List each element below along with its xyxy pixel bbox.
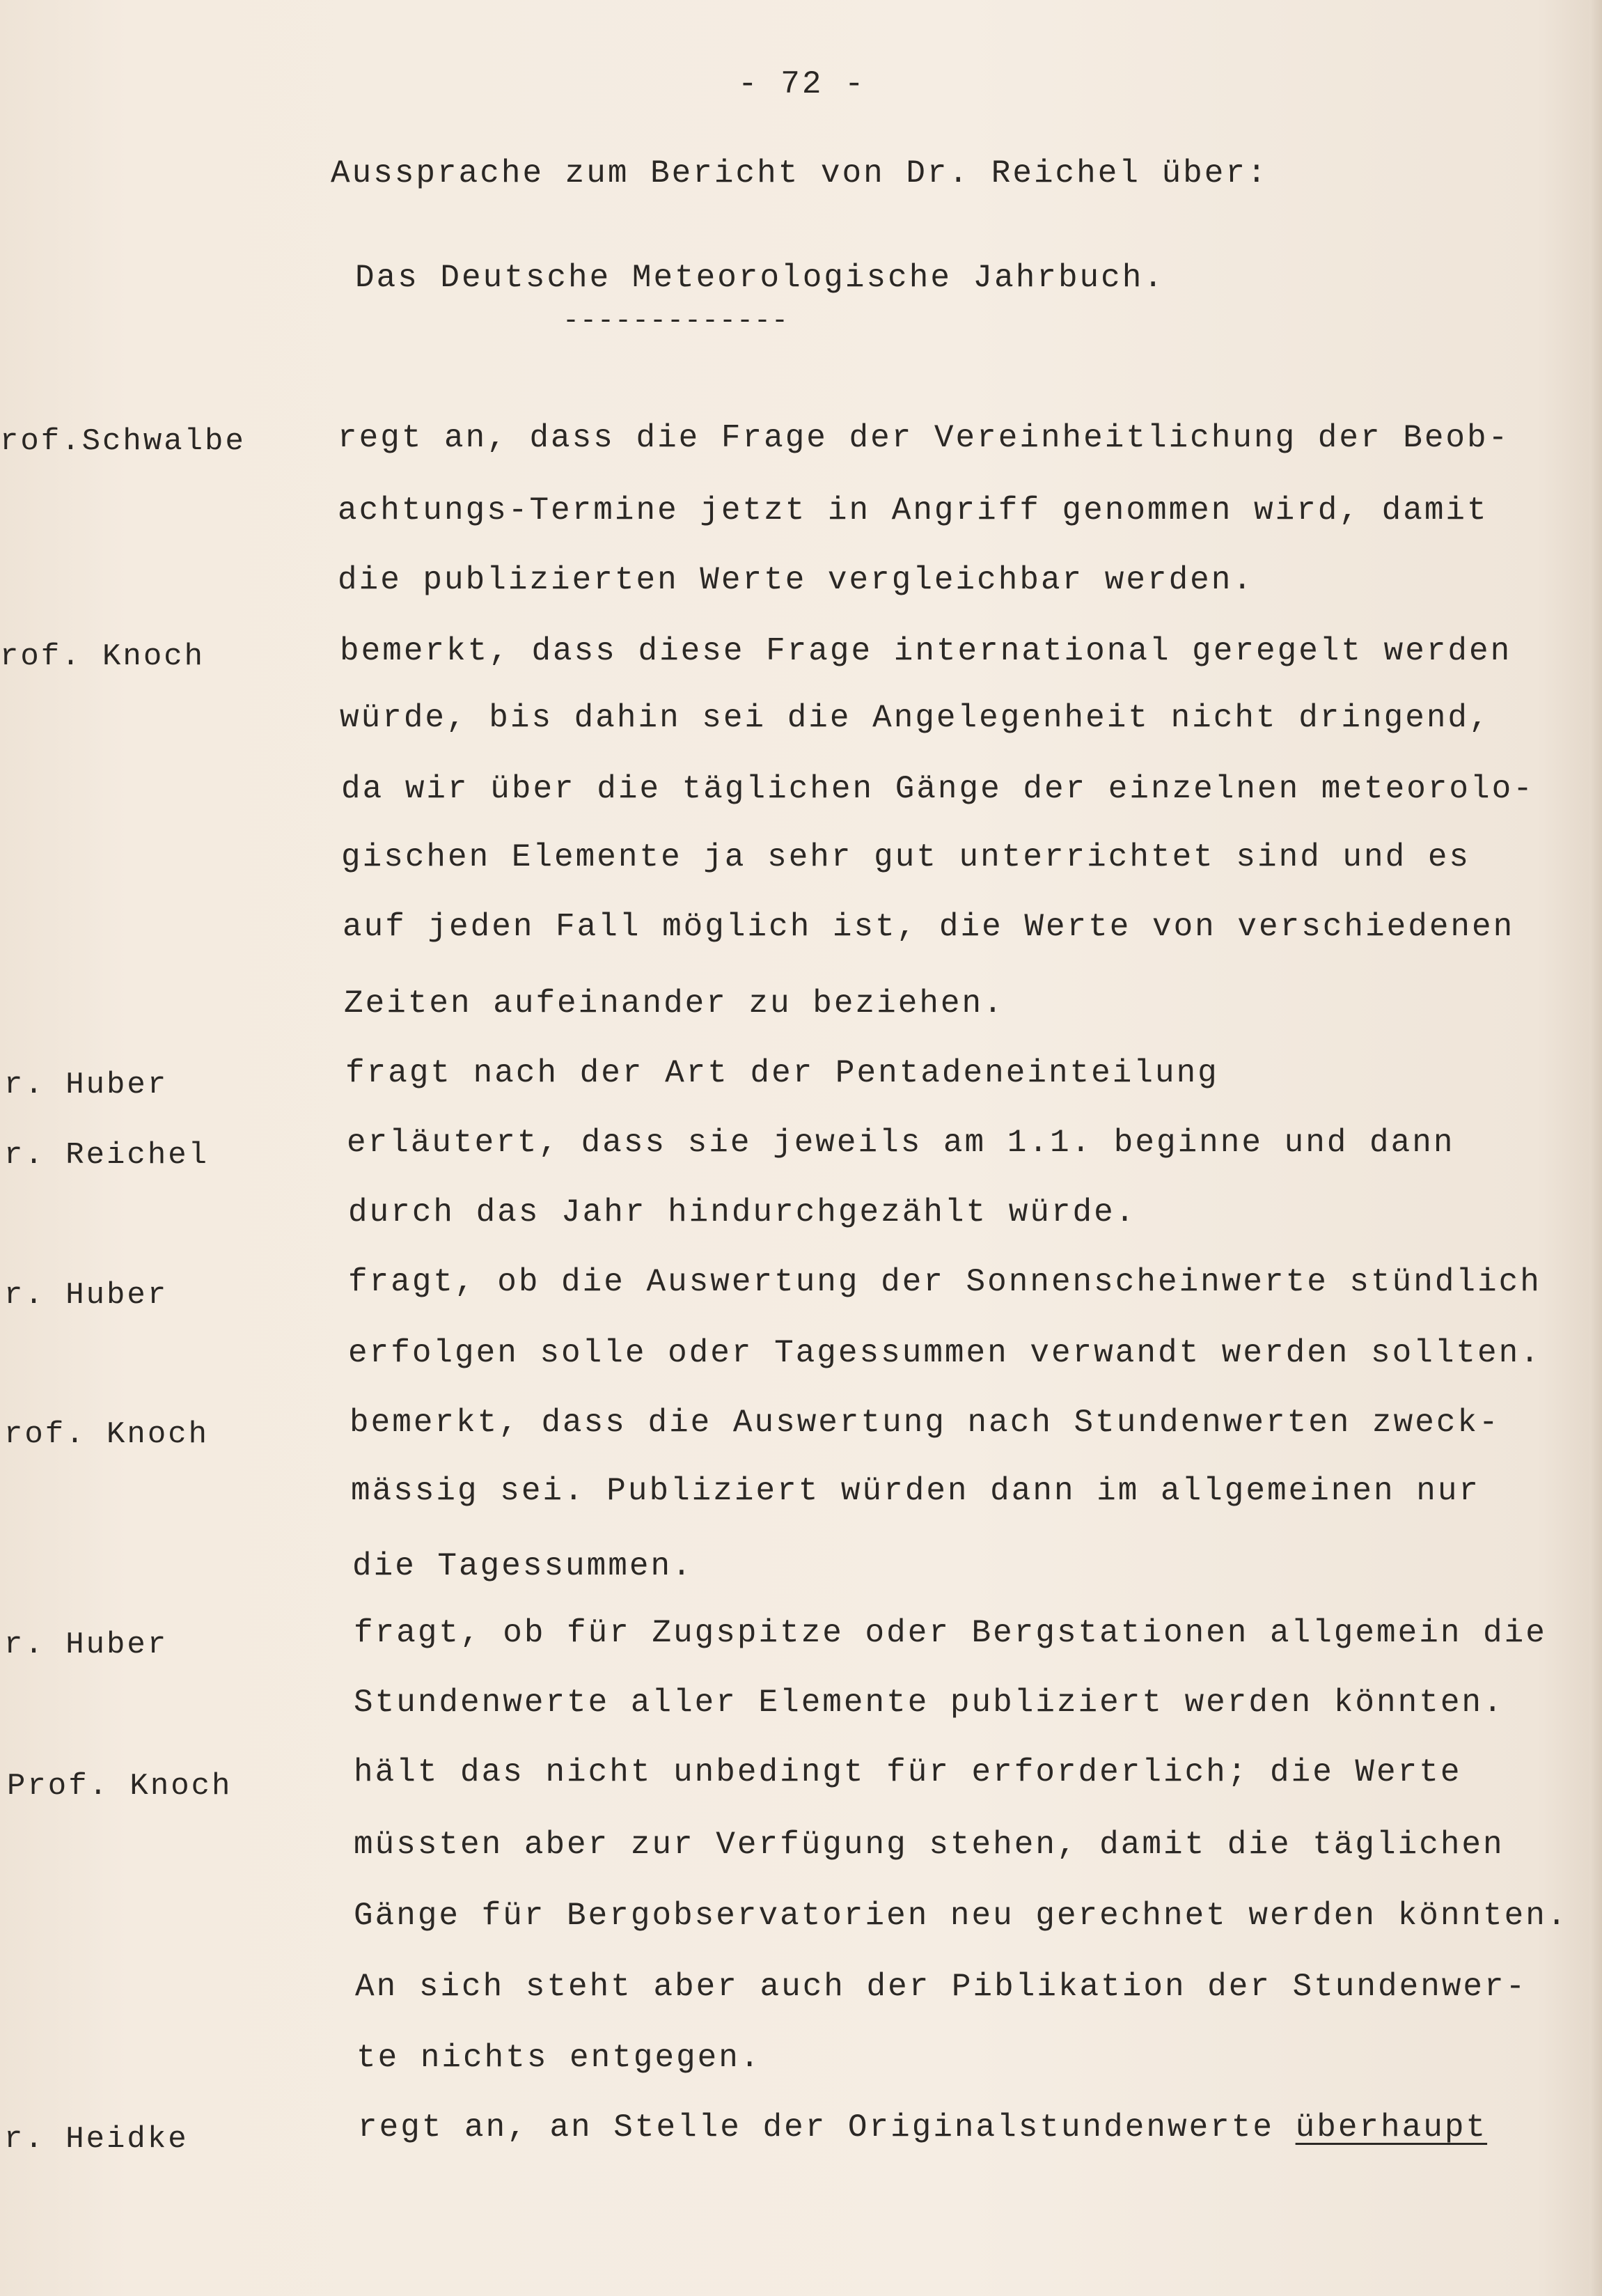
- body-line: Stundenwerte aller Elemente publiziert werden könnten.: [354, 1685, 1505, 1721]
- body-line: die publizierten Werte vergleichbar werden.: [338, 562, 1254, 598]
- body-line: müssten aber zur Verfügung stehen, damit die täglichen: [354, 1827, 1505, 1863]
- speaker-name: rof. Knoch: [4, 1417, 210, 1452]
- body-line-last: [358, 2109, 1488, 2146]
- body-line: erfolgen solle oder Tagessummen verwandt werden sollten.: [348, 1335, 1541, 1371]
- body-line: gischen Elemente ja sehr gut unterrichtet sind und es: [341, 839, 1471, 875]
- body-line: fragt, ob die Auswertung der Sonnenscheinwerte stündlich: [348, 1264, 1541, 1300]
- body-line: Gänge für Bergobservatorien neu gerechnet werden könnten.: [354, 1898, 1569, 1934]
- body-line-text: regt an, an Stelle der Originalstundenwerte: [358, 2109, 1274, 2146]
- speaker-name: rof. Knoch: [0, 639, 205, 674]
- speaker-name: r. Huber: [4, 1627, 168, 1662]
- page-edge: [1589, 0, 1602, 2296]
- body-line: fragt nach der Art der Pentadeneinteilung: [345, 1055, 1219, 1091]
- body-line: Zeiten aufeinander zu beziehen.: [344, 985, 1005, 1022]
- body-line: regt an, dass die Frage der Vereinheitlichung der Beob-: [338, 420, 1510, 456]
- body-line: An sich steht aber auch der Piblikation der Stundenwer-: [355, 1969, 1528, 2005]
- body-line: te nichts entgegen.: [356, 2040, 762, 2076]
- speaker-name: Prof. Knoch: [7, 1769, 233, 1804]
- body-line: bemerkt, dass diese Frage international geregelt werden: [340, 633, 1512, 669]
- body-line: würde, bis dahin sei die Angelegenheit nicht dringend,: [340, 700, 1491, 736]
- speaker-name: rof.Schwalbe: [0, 424, 246, 459]
- body-line: auf jeden Fall möglich ist, die Werte von verschiedenen: [343, 909, 1515, 945]
- heading-rule: -------------: [563, 306, 790, 337]
- body-line: durch das Jahr hindurchgezählt würde.: [348, 1194, 1137, 1231]
- heading-line-2: Das Deutsche Meteorologische Jahrbuch.: [355, 260, 1165, 296]
- speaker-name: r. Huber: [4, 1278, 168, 1313]
- body-line: da wir über die täglichen Gänge der einzelnen meteorolo-: [341, 771, 1534, 807]
- body-line: die Tagessummen.: [352, 1548, 693, 1584]
- heading-line-1: Aussprache zum Bericht von Dr. Reichel über:: [331, 155, 1269, 192]
- body-line: bemerkt, dass die Auswertung nach Stundenwerten zweck-: [350, 1405, 1500, 1441]
- body-line: achtungs-Termine jetzt in Angriff genommen wird, damit: [338, 492, 1489, 529]
- speaker-name: r. Reichel: [4, 1138, 210, 1173]
- body-line: hält das nicht unbedingt für erforderlich; die Werte: [354, 1754, 1462, 1790]
- speaker-name: r. Huber: [4, 1068, 168, 1102]
- body-line: erläutert, dass sie jeweils am 1.1. beginne und dann: [347, 1125, 1455, 1161]
- underlined-word: überhaupt: [1295, 2109, 1488, 2146]
- speaker-name: r. Heidke: [4, 2122, 189, 2157]
- page-number: - 72 -: [738, 66, 866, 102]
- body-line: mässig sei. Publiziert würden dann im allgemeinen nur: [351, 1473, 1481, 1509]
- body-line: fragt, ob für Zugspitze oder Bergstationen allgemein die: [354, 1615, 1547, 1651]
